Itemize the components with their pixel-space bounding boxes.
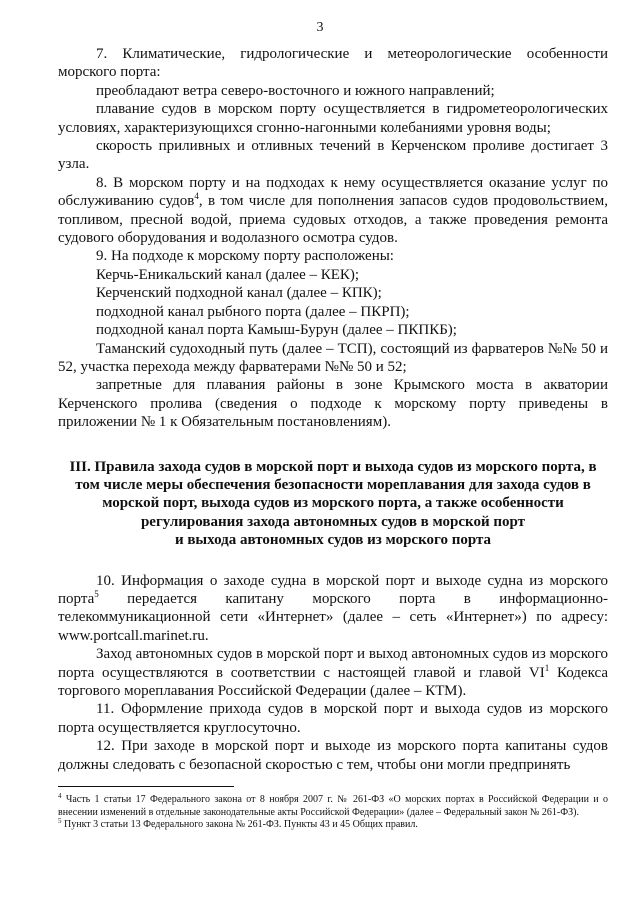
section-7-navigation: плавание судов в морском порту осуществляется в гидрометеорологических условиях, характеризующихся сгонно-нагонными колебаниями уровня воды; (58, 101, 608, 136)
section-7-title: 7. Климатические, гидрологические и метеорологические особенности морского порта: (58, 46, 608, 81)
chapter-3-heading-line: том числе меры обеспечения безопасности мореплавания для захода судов в (75, 476, 591, 493)
chapter-3-heading-line: морской порт, выхода судов из морского порта, а также особенности (102, 495, 564, 512)
chapter-3-heading-line: и выхода автономных судов из морского порта (174, 532, 492, 549)
section-7-currents: скорость приливных и отливных течений в Керченском проливе достигает 3 узла. (58, 138, 608, 173)
section-9-item-kpk: Керченский подходной канал (далее – КПК); (96, 285, 382, 302)
footnotes (58, 794, 608, 832)
chapter-3-heading-line: III. Правила захода судов в морской порт и выхода судов из морского порта, в (69, 458, 597, 475)
section-10-text-after: передается капитану морского порта в информационно-телекоммуникационной сети «Интернет» (далее – сеть «Интернет») по адресу: www.portcall.marinet.ru. (58, 590, 608, 644)
footnote-divider (58, 786, 234, 787)
footnote-number: 5 (58, 817, 62, 826)
section-9-item-restricted-areas: запретные для плавания районы в зоне Крымского моста в акватории Керченского пролива (сведения о подходе к морскому порту приведены в приложении № 1 к Обязательным постановлениям). (58, 377, 608, 431)
section-12-paragraph: 12. При заходе в морской порт и выходе из морского порта капитаны судов должны следовать с безопасной скоростью с тем, чтобы они могли предпринять (58, 738, 608, 773)
section-9-title: 9. На подходе к морскому порту расположены: (96, 248, 394, 265)
section-7-wind: преобладают ветра северо-восточного и южного направлений; (96, 82, 495, 99)
footnote-5 (58, 819, 608, 832)
section-8-text-before: 8. В морском порту и на подходах к нему осуществляется оказание услуг по обслуживанию судов (58, 174, 608, 210)
document-body (58, 45, 608, 774)
footnote-ref-5: 5 (94, 588, 99, 599)
page-number: 3 (316, 20, 324, 35)
footnote-number: 4 (58, 792, 62, 800)
chapter-3-heading-line: регулирования захода автономных судов в морской порт (140, 513, 526, 530)
section-9-item-pkpkb: подходной канал порта Камыш-Бурун (далее – ПКПКБ); (96, 322, 457, 339)
footnote-ref-4: 4 (194, 191, 199, 202)
section-9-item-tsp: Таманский судоходный путь (далее – ТСП), состоящий из фарватеров №№ 50 и 52, участка перехода между фарватерами №№ 50 и 52; (58, 340, 608, 375)
footnote-4 (58, 794, 608, 819)
section-10-autonomous-before: Заход автономных судов в морской порт и выход автономных судов из морского порта осуществляются в соответствии с настоящей главой и главой VI (58, 646, 608, 681)
section-9-item-pkrp: подходной канал рыбного порта (далее – ПКРП); (96, 303, 410, 320)
section-8-paragraph (58, 174, 608, 248)
section-10-paragraph (58, 572, 608, 646)
footnote-text: Часть 1 статьи 17 Федерального закона от 8 ноября 2007 г. № 261-ФЗ «О морских портах в Российской Федерации и о внесении изменений в отдельные законодательные акты Российской Федерации» (далее – Федеральный закон № 261-ФЗ). (58, 794, 608, 818)
section-11-paragraph: 11. Оформление прихода судов в морской порт и выхода судов из морского порта осуществляется круглосуточно. (58, 701, 608, 736)
section-9-item-kek: Керчь-Еникальский канал (далее – КЕК); (96, 266, 360, 283)
section-10-autonomous-after: Кодекса торгового мореплавания Российской Федерации (далее – КТМ). (58, 664, 608, 699)
footnote-text: Пункт 3 статьи 13 Федерального закона № 261-ФЗ. Пункты 43 и 45 Общих правил. (61, 819, 418, 831)
section-10-autonomous (58, 645, 608, 700)
section-8-text-after: , в том числе для пополнения запасов судов продовольствием, топливом, пресной водой, приема судовых отходов, а также проведения ремонта судового оборудования и водолазного осмотра судов. (58, 193, 608, 247)
section-10-text-before: 10. Информация о заходе судна в морской порт и выходе судна из морского порта (58, 572, 608, 607)
chapter-3-heading (58, 458, 608, 550)
chapter-superscript: 1 (544, 662, 550, 673)
